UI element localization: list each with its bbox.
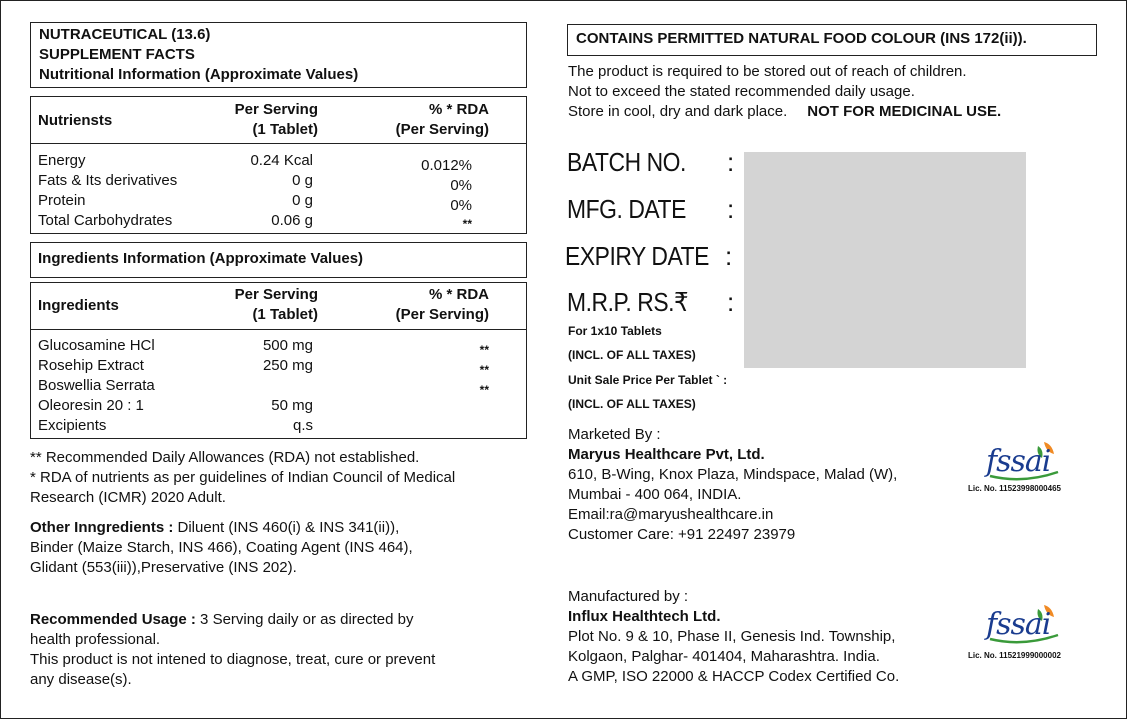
marketer-email: Email:ra@maryushealthcare.in (568, 506, 774, 523)
ingredients-table (30, 282, 527, 439)
recommended-usage-text: 3 Serving daily or as directed by (195, 611, 414, 628)
other-ingredients (30, 518, 527, 578)
fssai-logo-text: fssai (986, 607, 1051, 642)
rda-subheader: (Per Serving) (395, 121, 489, 138)
expiry-date-colon: : (725, 241, 733, 271)
ingredient-name: Glucosamine HCl (38, 337, 155, 354)
ingredients-info-title: Ingredients Information (Approximate Values) (30, 242, 527, 278)
rda-not-established-note: ** Recommended Daily Allowances (RDA) not established. (30, 449, 420, 466)
per-serving-header: Per Serving (234, 286, 318, 303)
nutrient-serving: 0 g (292, 192, 313, 209)
per-serving-header: Per Serving (234, 101, 318, 118)
nutrient-serving: 0.24 Kcal (250, 152, 313, 169)
nutrient-name: Energy (38, 152, 86, 169)
recommended-usage-label: Recommended Usage : (30, 611, 196, 628)
supplement-facts-header (30, 22, 527, 88)
batch-no-label: BATCH NO. (567, 147, 686, 177)
rda-header: % * RDA (428, 286, 489, 303)
ingredient-name: Rosehip Extract (38, 357, 144, 374)
unit-sale-price-text: Unit Sale Price Per Tablet ` : (568, 373, 728, 387)
mfg-date-label: MFG. DATE (567, 194, 686, 224)
ingredient-serving: 50 mg (271, 397, 313, 414)
incl-taxes-text: (INCL. OF ALL TAXES) (568, 397, 696, 411)
disclaimer-text: any disease(s). (30, 671, 132, 688)
manufacturer-address: Kolgaon, Palghar- 401404, Maharashtra. India. (568, 648, 880, 665)
fssai-license-marketer: Lic. No. 11523998000465 (968, 484, 1061, 493)
storage-line: Not to exceed the stated recommended daily usage. (568, 83, 915, 100)
nutrient-name: Protein (38, 192, 86, 209)
storage-line: The product is required to be stored out of reach of children. (568, 63, 967, 80)
not-medicinal-notice: NOT FOR MEDICINAL USE. (807, 103, 1002, 120)
batch-no-colon: : (727, 147, 735, 177)
rda-notes (30, 448, 527, 508)
storage-instructions (568, 62, 1098, 122)
other-ingredients-text: Glidant (553(iii)),Preservative (INS 202). (30, 559, 297, 576)
mrp-label: M.R.P. RS.₹ (567, 287, 689, 317)
nutrient-serving: 0 g (292, 172, 313, 189)
ingredient-rda: ** (479, 343, 489, 357)
fssai-logo-text: fssai (986, 444, 1051, 479)
manufacturer-certification: A GMP, ISO 22000 & HACCP Codex Certified Co. (568, 668, 900, 685)
nutraceutical-title: NUTRACEUTICAL (13.6) (39, 26, 211, 43)
mfg-date-colon: : (727, 194, 735, 224)
batch-details-blank-area (744, 152, 1026, 368)
other-ingredients-text: Binder (Maize Starch, INS 466), Coating Agent (INS 464), (30, 539, 413, 556)
manufacturer-company: Influx Healthtech Ltd. (568, 608, 721, 625)
recommended-usage-text: health professional. (30, 631, 161, 648)
nutritional-info-title: Nutritional Information (Approximate Values) (39, 66, 359, 83)
ingredient-rda: ** (479, 383, 489, 397)
manufactured-by-block (568, 587, 958, 687)
per-serving-subheader: (1 Tablet) (252, 306, 318, 323)
mrp-colon: : (727, 287, 735, 317)
other-ingredients-label: Other Inngredients : (30, 519, 174, 536)
disclaimer-text: This product is not intened to diagnose, treat, cure or prevent (30, 651, 436, 668)
pack-size-text: For 1x10 Tablets (568, 324, 662, 338)
nutrient-name: Total Carbohydrates (38, 212, 173, 229)
manufactured-by-label: Manufactured by : (568, 588, 689, 605)
ingredient-name: Boswellia Serrata (38, 377, 155, 394)
ingredients-table-header (31, 283, 526, 330)
ingredient-serving: 250 mg (262, 357, 313, 374)
per-serving-subheader: (1 Tablet) (252, 121, 318, 138)
fssai-license-manufacturer: Lic. No. 11521999000002 (968, 651, 1061, 660)
ingredients-header: Ingredients (38, 297, 119, 314)
other-ingredients-text: Diluent (INS 460(i) & INS 341(ii)), (173, 519, 400, 536)
recommended-usage (30, 610, 527, 690)
marketed-by-block (568, 425, 958, 545)
marketed-by-label: Marketed By : (568, 426, 661, 443)
storage-line: Store in cool, dry and dark place. (568, 103, 788, 120)
expiry-date-label: EXPIRY DATE (565, 241, 709, 271)
nutrient-name: Fats & Its derivatives (38, 172, 178, 189)
ingredient-serving: q.s (292, 417, 313, 434)
marketer-address: Mumbai - 400 064, INDIA. (568, 486, 742, 503)
nutrients-header: Nutriensts (38, 112, 113, 129)
ingredient-rda: ** (479, 363, 489, 377)
ingredient-name: Oleoresin 20 : 1 (38, 397, 144, 414)
marketer-company: Maryus Healthcare Pvt, Ltd. (568, 446, 765, 463)
nutrient-rda: ** (462, 217, 472, 231)
fssai-logo-marketer (978, 440, 1068, 486)
rda-icmr-note: * RDA of nutrients as per guidelines of Indian Council of Medical (30, 469, 456, 486)
ingredient-serving: 500 mg (262, 337, 313, 354)
rda-header: % * RDA (428, 101, 489, 118)
food-colour-notice: CONTAINS PERMITTED NATURAL FOOD COLOUR (INS 172(ii)). (567, 24, 1097, 56)
nutrition-table-header (31, 97, 526, 144)
incl-taxes-text: (INCL. OF ALL TAXES) (568, 348, 696, 362)
nutrition-table (30, 96, 527, 234)
supplement-facts-title: SUPPLEMENT FACTS (39, 46, 195, 63)
customer-care: Customer Care: +91 22497 23979 (568, 526, 796, 543)
marketer-address: 610, B-Wing, Knox Plaza, Mindspace, Malad (W), (568, 466, 898, 483)
manufacturer-address: Plot No. 9 & 10, Phase II, Genesis Ind. Township, (568, 628, 896, 645)
rda-subheader: (Per Serving) (395, 306, 489, 323)
fssai-logo-manufacturer (978, 603, 1068, 649)
ingredient-name: Excipients (38, 417, 107, 434)
nutrient-rda: 0% (450, 177, 472, 194)
nutrient-serving: 0.06 g (271, 212, 313, 229)
nutrient-rda: 0.012% (421, 157, 472, 174)
rda-icmr-note-cont: Research (ICMR) 2020 Adult. (30, 489, 226, 506)
nutrient-rda: 0% (450, 197, 472, 214)
